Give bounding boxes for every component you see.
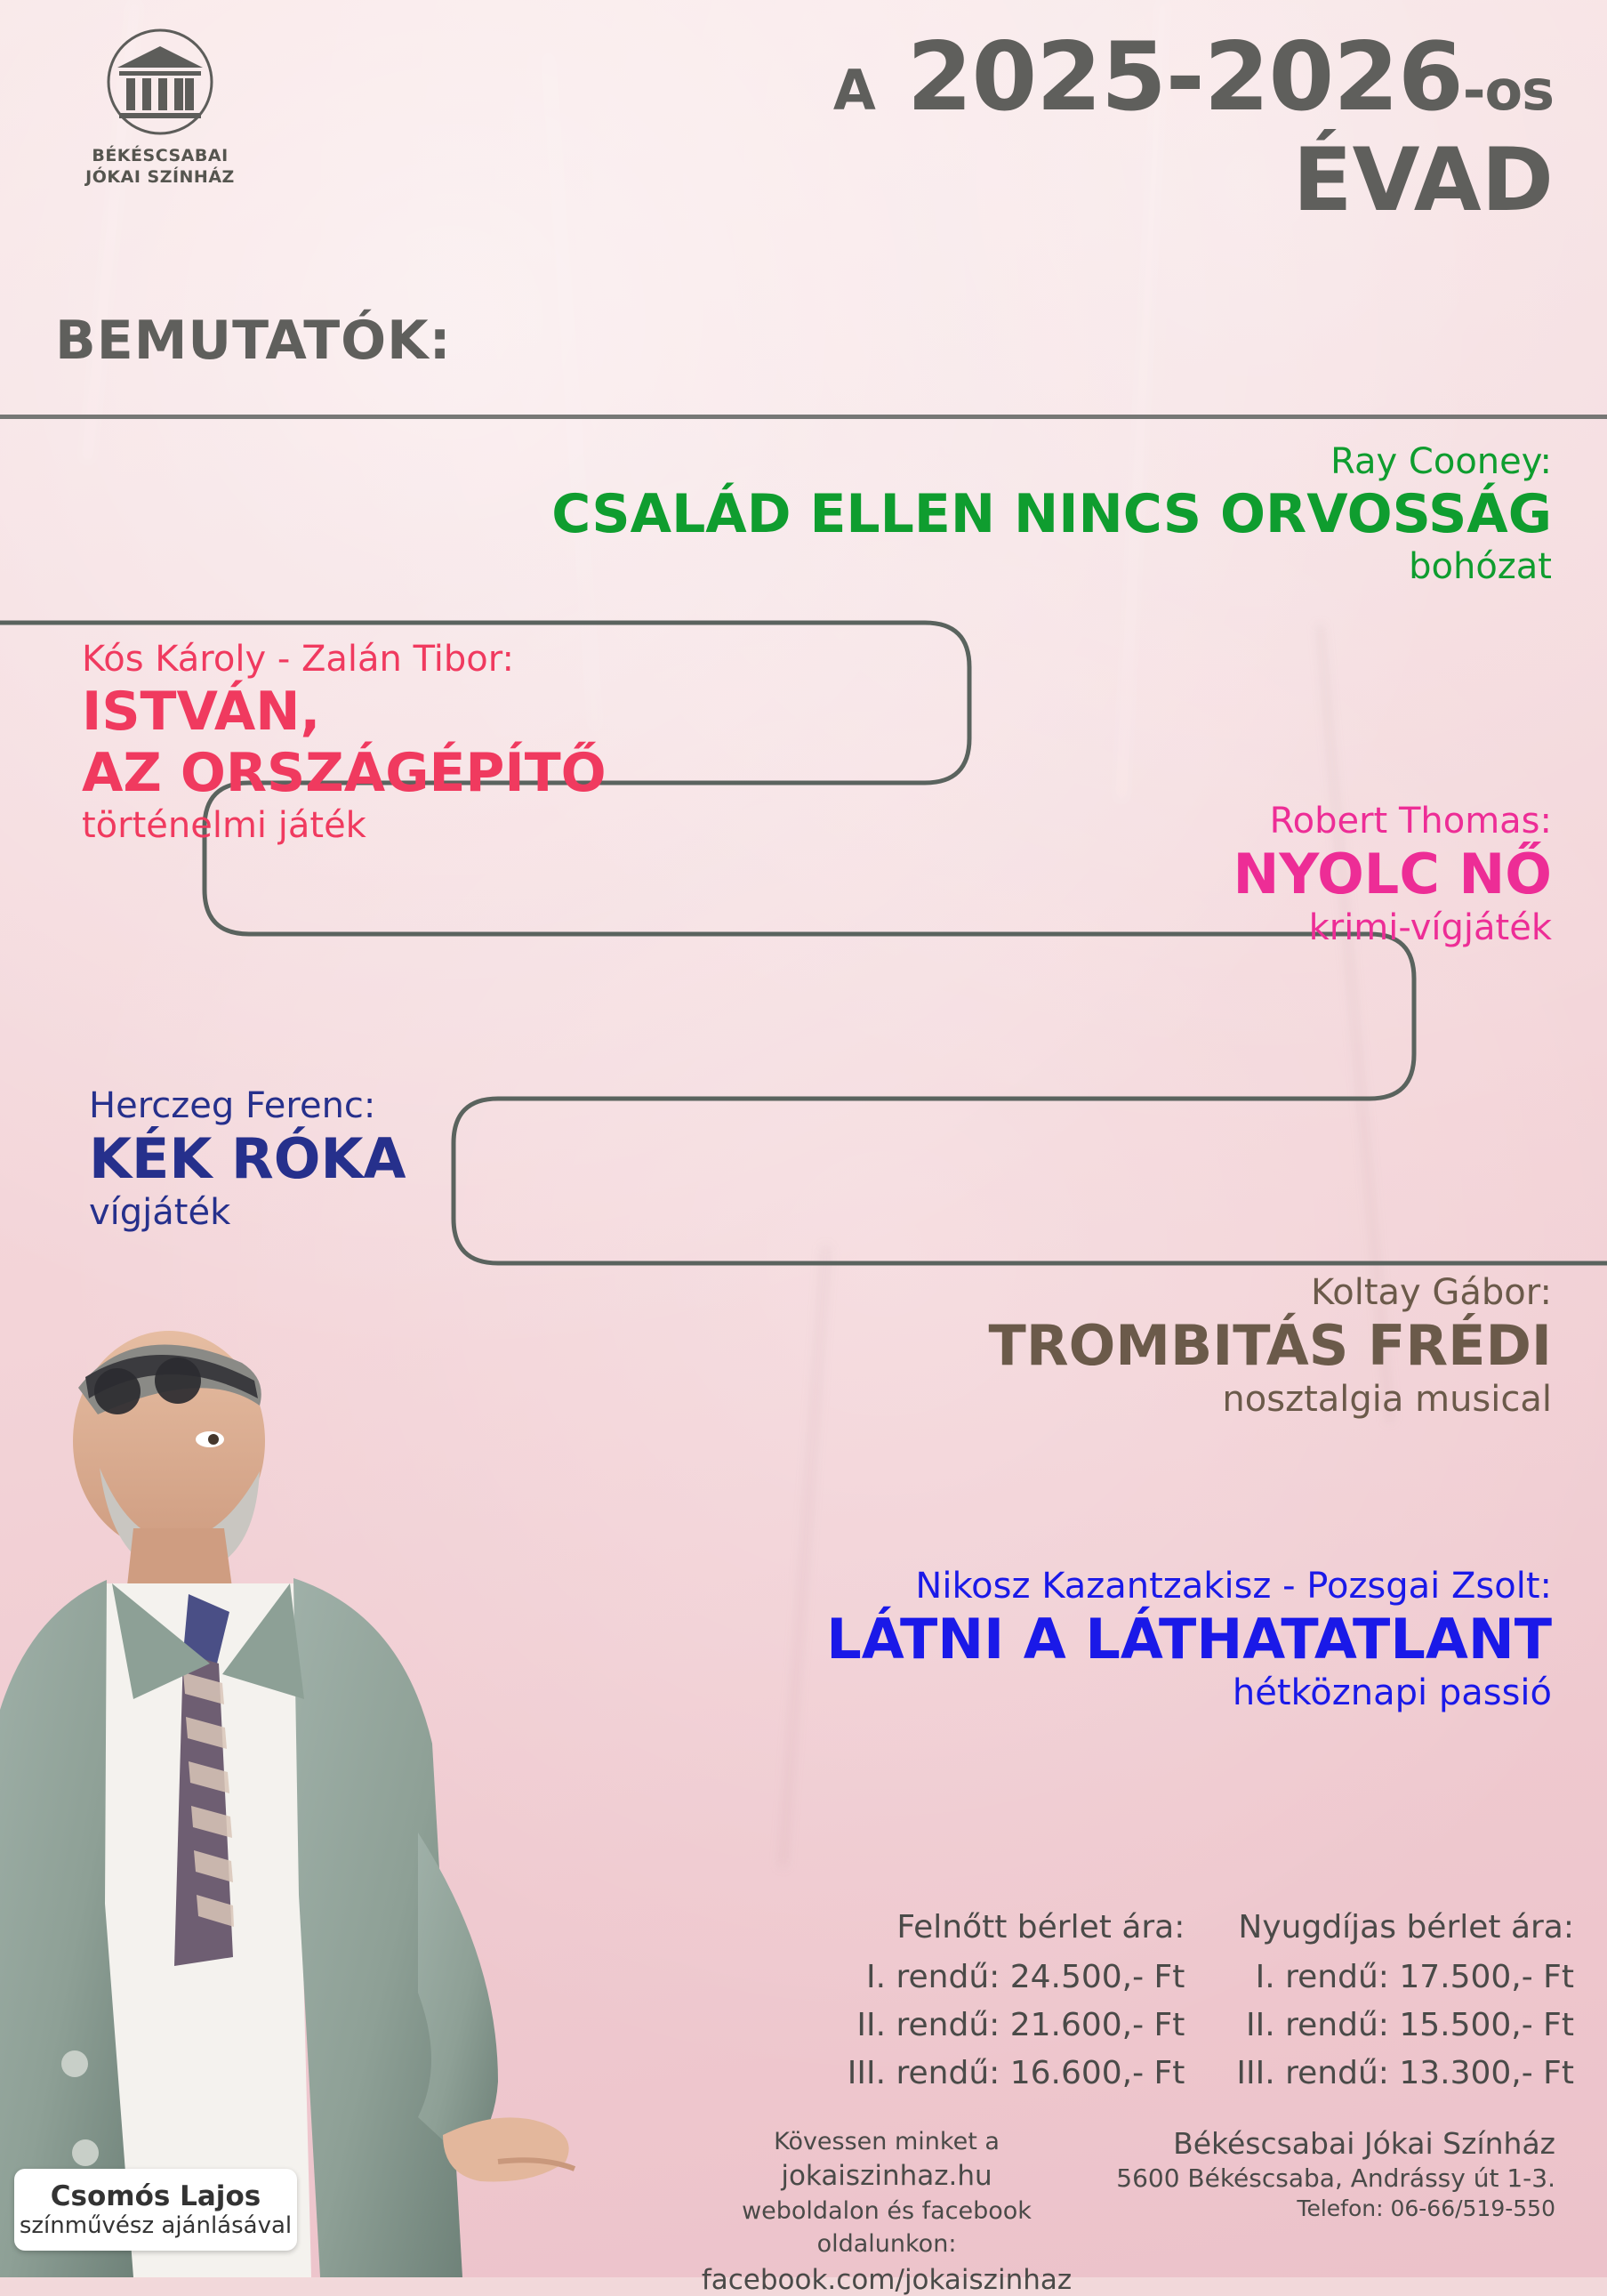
show-genre: bohózat [1409, 545, 1552, 587]
show-block-istvan-az-orszagepito [82, 639, 607, 847]
show-title: TROMBITÁS FRÉDI [988, 1313, 1552, 1378]
adult-price-row-3: III. rendű: 16.600,- Ft [847, 2055, 1185, 2091]
season-suffix: -os [1462, 58, 1554, 123]
website-link[interactable]: jokaiszinhaz.hu [781, 2160, 992, 2193]
theatre-building-icon [53, 27, 267, 144]
show-title: CSALÁD ELLEN NINCS ORVOSSÁG [551, 483, 1552, 545]
show-genre: történelmi játék [82, 804, 366, 846]
show-block-nyolc-no [1233, 801, 1552, 949]
show-title-line-1: ISTVÁN, [82, 681, 321, 743]
show-block-csalad-ellen-nincs-orvossag [551, 441, 1552, 588]
follow-us-block [669, 2126, 1105, 2296]
facebook-link[interactable]: facebook.com/jokaiszinhaz [701, 2264, 1073, 2296]
show-genre: hétköznapi passió [1232, 1672, 1552, 1713]
theatre-logo [53, 27, 267, 187]
fabric-streak [779, 1246, 831, 1868]
season-years: 2025-2026 [906, 22, 1463, 132]
senior-price-row-2: II. rendű: 15.500,- Ft [1246, 2007, 1574, 2043]
theatre-phone: Telefon: 06-66/519-550 [1297, 2195, 1555, 2222]
theatre-address: 5600 Békéscsaba, Andrássy út 1-3. [1116, 2163, 1555, 2193]
season-prefix: A [832, 58, 875, 123]
show-author: Kós Károly - Zalán Tibor: [82, 639, 514, 680]
show-author: Robert Thomas: [1269, 801, 1552, 842]
theatre-contact-block [1116, 2126, 1555, 2221]
season-title [362, 22, 1554, 231]
show-block-kek-roka [89, 1085, 406, 1234]
senior-price-row-3: III. rendű: 13.300,- Ft [1236, 2055, 1574, 2091]
show-genre: nosztalgia musical [1222, 1378, 1552, 1420]
adult-price-row-2: II. rendű: 21.600,- Ft [856, 2007, 1185, 2043]
senior-price-row-1: I. rendű: 17.500,- Ft [1255, 1959, 1574, 1995]
season-word: ÉVAD [1292, 130, 1554, 231]
header-divider [0, 415, 1607, 419]
actor-photo [0, 1281, 587, 2277]
recommender-badge [14, 2169, 297, 2251]
senior-price-title: Nyugdíjas bérlet ára: [1238, 1909, 1574, 1946]
show-block-trombitas-fredi [989, 1272, 1552, 1421]
follow-text: Kövessen minket a [774, 2128, 1000, 2155]
section-label-premieres: BEMUTATÓK: [55, 310, 452, 372]
show-title: KÉK RÓKA [89, 1126, 406, 1191]
follow-text-line-2: weboldalon és facebook oldalunkon: [742, 2197, 1032, 2258]
adult-price-column [848, 1904, 1185, 2098]
show-author: Ray Cooney: [1330, 441, 1552, 482]
theatre-name: Békéscsabai Jókai Színház [1173, 2126, 1555, 2161]
recommender-role: színművész ajánlásával [19, 2212, 293, 2239]
show-author: Nikosz Kazantzakisz - Pozsgai Zsolt: [915, 1566, 1552, 1607]
logo-line-2: JÓKAI SZÍNHÁZ [85, 166, 235, 187]
adult-price-row-1: I. rendű: 24.500,- Ft [865, 1959, 1185, 1995]
adult-price-title: Felnőtt bérlet ára: [896, 1909, 1185, 1946]
senior-price-column [1236, 1904, 1574, 2098]
show-title-line-2: AZ ORSZÁGÉPÍTŐ [82, 741, 607, 804]
show-block-latni-a-lathatatlant [826, 1566, 1552, 1714]
recommender-name: Csomós Lajos [50, 2180, 261, 2212]
logo-line-1: BÉKÉSCSABAI [92, 146, 229, 165]
season-ticket-prices [676, 1904, 1574, 2098]
show-title: LÁTNI A LÁTHATATLANT [826, 1607, 1552, 1672]
show-author: Koltay Gábor: [1311, 1272, 1552, 1313]
show-genre: krimi-vígjáték [1308, 906, 1552, 948]
show-title: NYOLC NŐ [1233, 842, 1552, 906]
show-genre: vígjáték [89, 1191, 231, 1233]
show-author: Herczeg Ferenc: [89, 1085, 376, 1126]
